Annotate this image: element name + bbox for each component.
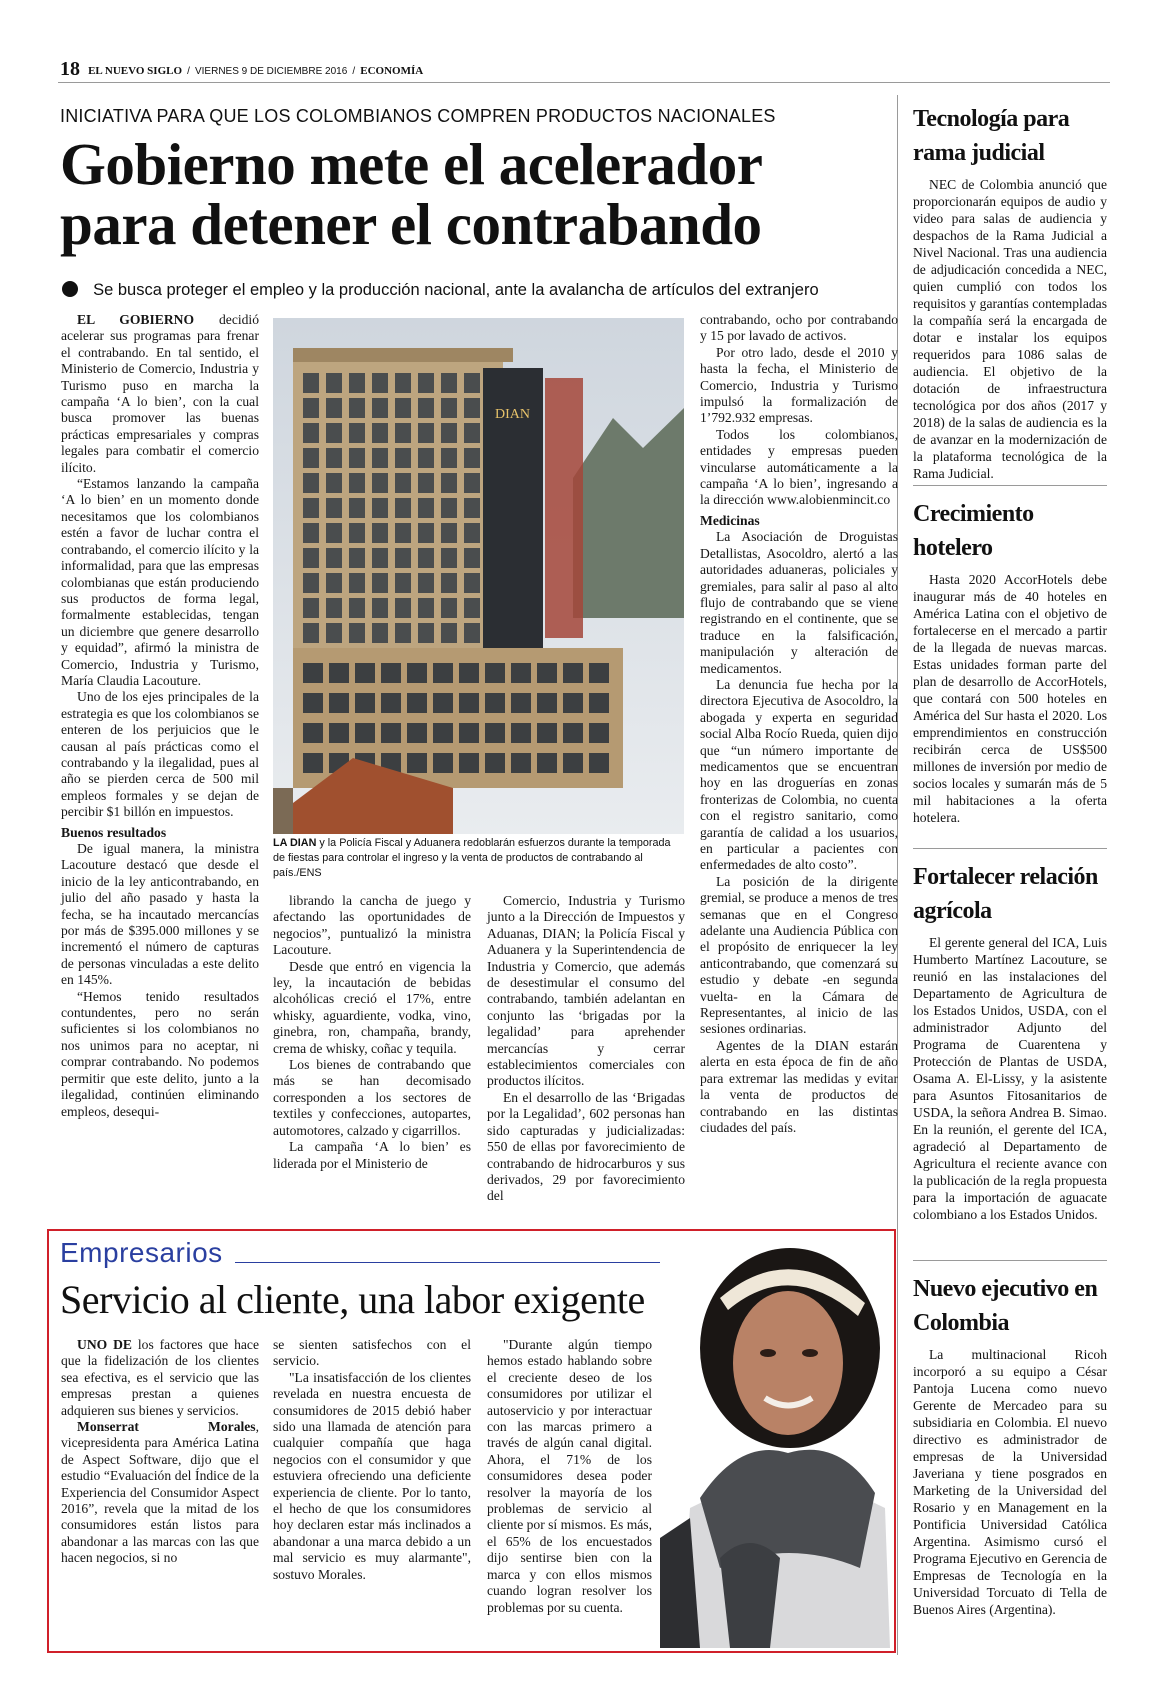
building-window: [464, 548, 480, 568]
building-window: [372, 398, 388, 418]
building-window: [349, 523, 365, 543]
building-window: [464, 498, 480, 518]
building-window: [459, 693, 479, 713]
building-window: [381, 663, 401, 683]
building-window: [395, 523, 411, 543]
building-window: [349, 398, 365, 418]
building-window: [563, 753, 583, 773]
paragraph: La denuncia fue hecha por la directora Ejecutiva de Asocoldro, la abogada y experta en seguridad social Alba Rocío Rueda, quien dijo que “un número importante de medicamentos que se encuentran hoy en las droguerías en zonas fronterizas de Colombia, no cuenta con el registro sanitario, como garantía de calidad a los usuarios, en particular a pacientes con enfermedades de alto costo”.: [700, 676, 898, 873]
building-window: [326, 448, 342, 468]
paragraph: "Durante algún tiempo hemos estado hablando sobre el creciente deseo de los consumidores por utilizar el autoservicio y por interactuar con las marcas primero a través de algún canal digital. Ahora, el 71% de los consumidores desea poder resolver la mayoría de los problemas de servicio al cliente por sí mismos. Es más, el 65% de los encuestados dijo sentirse bien con la marca y con ellos mismos cuando logran resolver los problemas por su cuenta.: [487, 1337, 652, 1615]
building-window: [372, 373, 388, 393]
building-window: [418, 448, 434, 468]
paragraph: “Hemos tenido resultados contundentes, pero no serán suficientes si los colombianos no nos unimos para no aceptar, ni comprar contrabando. No podemos permitir que este delito, junto a la ilegalidad, continúen eliminando empleos, desequi-: [61, 988, 259, 1119]
building-window: [418, 473, 434, 493]
paragraph: “Estamos lanzando la campaña ‘A lo bien’ en un momento donde necesitamos que los colombianos estén a favor de luchar contra el contrabando, el comercio ilícito y la informalidad, para que las empresas colombianas que están produciendo sus productos de forma legal, formalmente establecidas, tengan un diciembre que genere desarrollo y equidad”, afirmó la ministra de Comercio, Industria y Turismo, María Claudia Lacouture.: [61, 476, 259, 688]
building-window: [303, 423, 319, 443]
sidebar-brief: [913, 1272, 1107, 1618]
building-window: [441, 398, 457, 418]
sidebar-rule: [913, 485, 1107, 486]
paragraph: [61, 1419, 259, 1567]
building-window: [418, 548, 434, 568]
building-window: [326, 398, 342, 418]
building-window: [326, 548, 342, 568]
building-window: [372, 448, 388, 468]
building-window: [441, 498, 457, 518]
building-window: [349, 473, 365, 493]
paper-name: EL NUEVO SIGLO: [88, 65, 183, 77]
building-window: [433, 753, 453, 773]
building-window: [303, 548, 319, 568]
subheading: Medicinas: [700, 512, 760, 528]
main-column-2: [273, 893, 471, 1172]
building-window: [464, 523, 480, 543]
sidebar-text: NEC de Colombia anunció que proporcionarán equipos de audio y video para salas de audiencia y despachos de la Rama Judicial a Nivel Nacional. Tras una audiencia de adjudicación concedida a NEC, quien cumplió con todos los requisitos y garantías contempladas la compañía será la encargada de dotar e instalar los equipos requeridos para 1086 salas de audiencia. El objetivo de la dotación de infraestructura tecnológica por dos años (2017 y 2018) de la salas de audiencia es la de avanzar en la modernización de la plataforma tecnológica de la Rama Judicial.: [913, 177, 1107, 481]
headline-line-1: Gobierno mete el acelerador: [60, 131, 763, 197]
dian-building-photo: [273, 318, 684, 834]
paragraph-text: los factores que hace que la fidelización de los clientes sea efectiva, es el servicio que las empresas prestan a quienes adquieren sus bienes y servicios.: [61, 1337, 259, 1418]
main-column-1: [61, 312, 259, 1120]
building-window: [418, 598, 434, 618]
paragraph: De igual manera, la ministra Lacouture destacó que desde el inicio de la ley anticontrabando, en julio del año pasado y hasta la fecha, se ha incautado mercancías por más de $395.000 millones y se incrementó el número de capturas de personas vinculadas a este delito en 145%.: [61, 841, 259, 988]
building-window: [459, 663, 479, 683]
lead-words: UNO DE: [77, 1337, 132, 1352]
sidebar-title: Tecnología para rama judicial: [913, 106, 1070, 166]
building-window: [303, 573, 319, 593]
building-window: [418, 523, 434, 543]
subheading: Buenos resultados: [61, 824, 167, 840]
building-window: [372, 598, 388, 618]
building-window: [349, 573, 365, 593]
sidebar-title: Crecimiento hotelero: [913, 501, 1034, 561]
building-window: [372, 523, 388, 543]
building-window: [349, 623, 365, 643]
building-window: [407, 753, 427, 773]
paragraph: Los bienes de contrabando que más se han decomisado corresponden a los sectores de textiles y confecciones, autopartes, automotores, calzado y cigarrillos.: [273, 1057, 471, 1138]
building-window: [372, 423, 388, 443]
building-window: [418, 398, 434, 418]
building-illustration: [273, 318, 684, 834]
building-window: [589, 693, 609, 713]
paragraph-text: decidió acelerar sus programas para frenar el contrabando. En tal sentido, el Ministerio de Comercio, Industria y Turismo puso en marcha la campaña ‘A lo bien’, con la cual busca promover las buenas prácticas empresariales y compras legales para combatir el comercio ilícito.: [61, 312, 259, 475]
sidebar-text: Hasta 2020 AccorHotels debe inaugurar más de 40 hoteles en América Latina con el objetivo de fortalecerse en el mercado a partir de la llegada de nuevas marcas. Estas unidades forman parte del plan de desarrollo de AccorHotels, que contará con 500 hoteles en América del Sur hasta el 2020. Los emprendimientos en construcción recibirán cerca de US$500 millones de inversión por medio de socios locales y sumarán más de 5 mil habitaciones a la oferta hotelera.: [913, 572, 1107, 825]
building-window: [329, 723, 349, 743]
paragraph: Todos los colombianos, entidades y empresas pueden vincularse automáticamente a la campaña ‘A lo bien’, ingresando a la dirección www.alobienmincit.co: [700, 426, 898, 508]
lead-words: Monserrat Morales: [77, 1419, 256, 1435]
paragraph: La campaña ‘A lo bien’ es liderada por el Ministerio de: [273, 1139, 471, 1171]
building-window: [303, 693, 323, 713]
building-window: [395, 448, 411, 468]
building-window: [537, 663, 557, 683]
building-window: [441, 473, 457, 493]
building-window: [464, 573, 480, 593]
building-window: [381, 693, 401, 713]
paragraph: En el desarrollo de las ‘Brigadas por la Legalidad’, 602 personas han sido capturadas y judicializadas: 550 de ellas por favorecimiento de contrabando de hidrocarburos y sus derivados, 29 por favorecimiento del: [487, 1089, 685, 1204]
caption-lead: LA DIAN: [273, 837, 317, 849]
photo-caption: [273, 836, 684, 881]
header-section: ECONOMÍA: [360, 65, 424, 77]
headline-line-2: para detener el contrabando: [60, 191, 762, 257]
deck: [62, 280, 897, 300]
building-window: [441, 623, 457, 643]
paragraph: Agentes de la DIAN estarán alerta en esta época de fin de año para extremar las medidas y evitar la venta de productos de contrabando en las distintas ciudades del país.: [700, 1037, 898, 1135]
building-window: [485, 663, 505, 683]
building-window: [537, 723, 557, 743]
building-window: [326, 473, 342, 493]
sidebar-title: Nuevo ejecutivo en Colombia: [913, 1276, 1098, 1336]
building-window: [329, 663, 349, 683]
building-window: [485, 723, 505, 743]
empresarios-column-3: [487, 1337, 652, 1616]
building-window: [303, 663, 323, 683]
building-window: [349, 498, 365, 518]
building-window: [441, 523, 457, 543]
building-window: [563, 723, 583, 743]
building-window: [511, 723, 531, 743]
sidebar-rule: [913, 1260, 1107, 1261]
building-window: [381, 723, 401, 743]
building-window: [326, 498, 342, 518]
building-window: [372, 548, 388, 568]
sidebar-brief: [913, 102, 1107, 482]
building-window: [349, 423, 365, 443]
building-window: [459, 723, 479, 743]
building-window: [326, 423, 342, 443]
building-window: [464, 398, 480, 418]
building-window: [395, 498, 411, 518]
building-window: [303, 498, 319, 518]
building-window: [418, 498, 434, 518]
sidebar-text: La multinacional Ricoh incorporó a su equipo a César Pantoja Lucena como nuevo Gerente de Mercadeo para su subsidiaria en Colombia. El nuevo directivo es administrador de empresas de la Universidad Javeriana y tiene posgrados en Marketing de la Universidad del Rosario y en Management en la Pontificia Universidad Católica Argentina. Asimismo cursó el Programa Ejecutivo en Gerencia de Empresas de Tecnología en la Universidad Torcuato di Tella de Buenos Aires (Argentina).: [913, 1347, 1107, 1617]
building-window: [326, 573, 342, 593]
building-window: [349, 373, 365, 393]
building-window: [355, 723, 375, 743]
empresarios-column-1: [61, 1337, 259, 1567]
lead-words: EL GOBIERNO: [77, 312, 195, 327]
sidebar-rule: [913, 848, 1107, 849]
paragraph: se sienten satisfechos con el servicio.: [273, 1337, 471, 1369]
building-window: [464, 423, 480, 443]
building-window: [349, 448, 365, 468]
sidebar-brief: [913, 860, 1107, 1223]
building-window: [303, 473, 319, 493]
caption-text: y la Policía Fiscal y Aduanera redoblarán esfuerzos durante la temporada de fiestas para controlar el ingreso y la venta de productos de contrabando al país./ENS: [273, 837, 671, 879]
headline: [60, 131, 763, 257]
building-window: [511, 663, 531, 683]
building-window: [464, 598, 480, 618]
sidebar-title: Fortalecer relación agrícola: [913, 864, 1098, 924]
empresarios-column-2: [273, 1337, 471, 1583]
paragraph: Por otro lado, desde el 2010 y hasta la fecha, el Ministerio de Comercio, Industria y Turismo impulsó la formalización de 1’792.932 empresas.: [700, 344, 898, 426]
header-rule: [58, 82, 1110, 83]
building-window: [372, 623, 388, 643]
building-window: [395, 423, 411, 443]
paragraph-text: , vicepresidenta para América Latina de Aspect Software, dijo que el estudio “Evaluación del Índice de la Experiencia del Consumidor Aspect 2016”, revela que la mitad de los consumidores están listos para abandonar a las marcas con las que hacen negocios, si no: [61, 1419, 259, 1566]
building-window: [433, 693, 453, 713]
empresarios-label: Empresarios: [60, 1237, 223, 1268]
building-window: [395, 398, 411, 418]
building-window: [418, 373, 434, 393]
building-window: [433, 723, 453, 743]
building-window: [511, 693, 531, 713]
building-window: [326, 523, 342, 543]
building-window: [441, 548, 457, 568]
building-window: [589, 663, 609, 683]
building-window: [464, 623, 480, 643]
main-column-3: [487, 893, 685, 1205]
building-window: [303, 598, 319, 618]
building-window: [349, 548, 365, 568]
paragraph: contrabando, ocho por contrabando y 15 por lavado de activos.: [700, 312, 898, 344]
building-window: [326, 623, 342, 643]
building-window: [459, 753, 479, 773]
building-window: [589, 723, 609, 743]
main-column-4: [700, 312, 898, 1136]
paragraph: Comercio, Industria y Turismo junto a la Dirección de Impuestos y Aduanas, DIAN; la Policía Fiscal y Aduanera y la Superintendencia de Industria y Comercio, que además de desestimular el consumo del contrabando, también adelantan en conjunto las ‘brigadas por la legalidad’ para aprehender mercancías y cerrar establecimientos comerciales con productos ilícitos.: [487, 893, 685, 1089]
building-window: [303, 448, 319, 468]
building-window: [485, 693, 505, 713]
building-window: [418, 573, 434, 593]
building-window: [326, 598, 342, 618]
building-window: [395, 373, 411, 393]
building-window: [303, 398, 319, 418]
building-window: [441, 573, 457, 593]
building-window: [589, 753, 609, 773]
building-window: [395, 573, 411, 593]
building-window: [372, 573, 388, 593]
building-window: [355, 693, 375, 713]
building-window: [464, 473, 480, 493]
deck-text: Se busca proteger el empleo y la producción nacional, ante la avalancha de artículos del extranjero: [93, 281, 819, 299]
portrait-photo: [660, 1238, 890, 1648]
building-window: [372, 473, 388, 493]
building-window: [537, 693, 557, 713]
building-window: [303, 753, 323, 773]
page-number: 18: [60, 58, 80, 80]
building-window: [407, 663, 427, 683]
building-window: [441, 598, 457, 618]
building-window: [395, 598, 411, 618]
building-window: [349, 598, 365, 618]
building-window: [563, 693, 583, 713]
building-window: [329, 693, 349, 713]
sidebar-text: El gerente general del ICA, Luis Humberto Martínez Lacouture, se reunió en las instalaciones del Departamento de Agricultura de los Estados Unidos, USDA, con el administrador Adjunto del Programa de Cuarentena y Protección de Plantas de USDA, Osama A. El-Lissy, y la asistente para Asuntos Fitosanitarios de USDA, la señora Andrea B. Simao. En la reunión, el gerente del ICA, agradeció al Departamento de Agricultura el reciente avance con la publicación de la regla propuesta para la importación de aguacate colombiano a los Estados Unidos.: [913, 935, 1107, 1222]
building-window: [441, 373, 457, 393]
building-window: [418, 623, 434, 643]
building-window: [464, 448, 480, 468]
building-window: [303, 373, 319, 393]
empresarios-headline: Servicio al cliente, una labor exigente: [60, 1277, 645, 1322]
building-window: [485, 753, 505, 773]
paragraph: La posición de la dirigente gremial, se produce a menos de tres semanas que en el Congreso adelante una Audiencia Pública con el propósito de enriquecer la ley anticontrabando, que comenzará su estudio y debate -en segunda vuelta- en la Cámara de Representantes, al inicio de las sesiones ordinarias.: [700, 873, 898, 1037]
paragraph: [61, 1337, 259, 1419]
header-date: VIERNES 9 DE DICIEMBRE 2016: [194, 66, 348, 77]
building-window: [511, 753, 531, 773]
building-window: [395, 548, 411, 568]
building-window: [395, 623, 411, 643]
paragraph: librando la cancha de juego y afectando las oportunidades de negocios”, puntualizó la ministra Lacouture.: [273, 893, 471, 958]
building-window: [464, 373, 480, 393]
page-header: 18 EL NUEVO SIGLO / VIERNES 9 DE DICIEMBRE 2016 / ECONOMÍA: [60, 58, 424, 80]
building-window: [407, 723, 427, 743]
paragraph: La Asociación de Droguistas Detallistas, Asocoldro, alertó a las autoridades aduaneras, policiales y gremiales, para salir al paso al alto flujo de contrabando que se viene registrando en el continente, que se traduce en la falsificación, manipulación y alteración de medicamentos.: [700, 529, 898, 676]
paragraph: [61, 312, 259, 476]
portrait-illustration: [660, 1238, 890, 1648]
building-window: [355, 663, 375, 683]
sidebar-brief: [913, 497, 1107, 826]
building-window: [395, 473, 411, 493]
photo-sign: DIAN: [495, 407, 530, 422]
building-window: [441, 423, 457, 443]
paragraph: Desde que entró en vigencia la ley, la incautación de bebidas alcohólicas creció el 17%, entre whisky, aguardiente, vodka, vino, ginebra, ron, champaña, brandy, crema de whisky, coñac y tequila.: [273, 958, 471, 1056]
building-window: [433, 663, 453, 683]
building-window: [407, 693, 427, 713]
building-window: [303, 723, 323, 743]
building-window: [537, 753, 557, 773]
paragraph: Uno de los ejes principales de la estrategia es que los colombianos se enteren de los perjuicios que le causan al país prácticas como el contrabando y la ilegalidad, pues al año se pierden cerca de 500 mil empleos formales y se dejan de percibir $1 billón en impuestos.: [61, 689, 259, 820]
building-window: [441, 448, 457, 468]
building-window: [303, 623, 319, 643]
building-window: [563, 663, 583, 683]
kicker: INICIATIVA PARA QUE LOS COLOMBIANOS COMPREN PRODUCTOS NACIONALES: [60, 106, 776, 126]
paragraph: "La insatisfacción de los clientes revelada en nuestra encuesta de consumidores de 2015 debió haber sido una llamada de atención para cualquier compañía que haga negocios con el consumidor y que estuviera ofreciendo una deficiente experiencia de cliente. Por lo tanto, el hecho de que los consumidores hoy declaren estar más inclinados a abandonar a una marca debido a un mal servicio es muy alarmante", sostuvo Morales.: [273, 1369, 471, 1582]
building-window: [372, 498, 388, 518]
building-window: [418, 423, 434, 443]
bullet-icon: [62, 281, 78, 297]
building-window: [303, 523, 319, 543]
building-window: [326, 373, 342, 393]
